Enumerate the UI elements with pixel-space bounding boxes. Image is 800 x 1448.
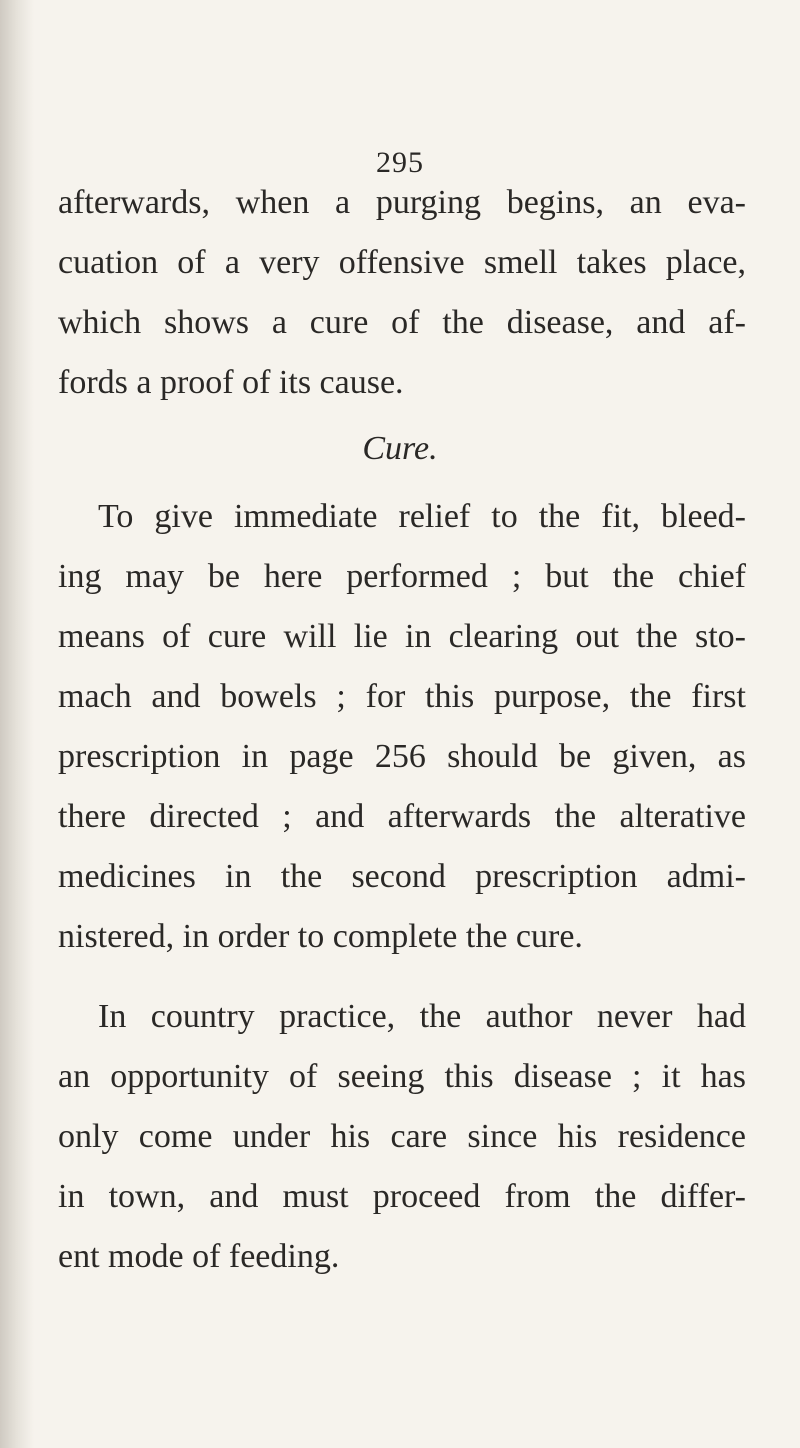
paragraph-line: In country practice, the author never had — [98, 998, 746, 1035]
paragraph-line: mach and bowels ; for this purpose, the first — [58, 678, 746, 715]
paragraph-line: in town, and must proceed from the differ- — [58, 1178, 746, 1215]
paragraph-line: means of cure will lie in clearing out the sto- — [58, 618, 746, 655]
paragraph-line: prescription in page 256 should be given, as — [58, 738, 746, 775]
paragraph-line: To give immediate relief to the fit, bleed- — [98, 498, 746, 535]
paragraph-line: cuation of a very offensive smell takes place, — [58, 244, 746, 281]
paragraph-line: nistered, in order to complete the cure. — [58, 918, 583, 955]
paragraph-line: there directed ; and afterwards the alterative — [58, 798, 746, 835]
paragraph-line: medicines in the second prescription admi- — [58, 858, 746, 895]
paragraph-line: fords a proof of its cause. — [58, 364, 404, 401]
paragraph-line: an opportunity of seeing this disease ; it has — [58, 1058, 746, 1095]
paragraph-line: afterwards, when a purging begins, an eva- — [58, 184, 746, 221]
page-edge-shadow — [0, 0, 34, 1448]
page-number: 295 — [376, 146, 424, 179]
section-heading: Cure. — [362, 430, 438, 467]
paragraph-line: ing may be here performed ; but the chief — [58, 558, 746, 595]
paragraph-line: only come under his care since his residence — [58, 1118, 746, 1155]
paragraph-line: ent mode of feeding. — [58, 1238, 340, 1275]
paragraph-line: which shows a cure of the disease, and af- — [58, 304, 746, 341]
